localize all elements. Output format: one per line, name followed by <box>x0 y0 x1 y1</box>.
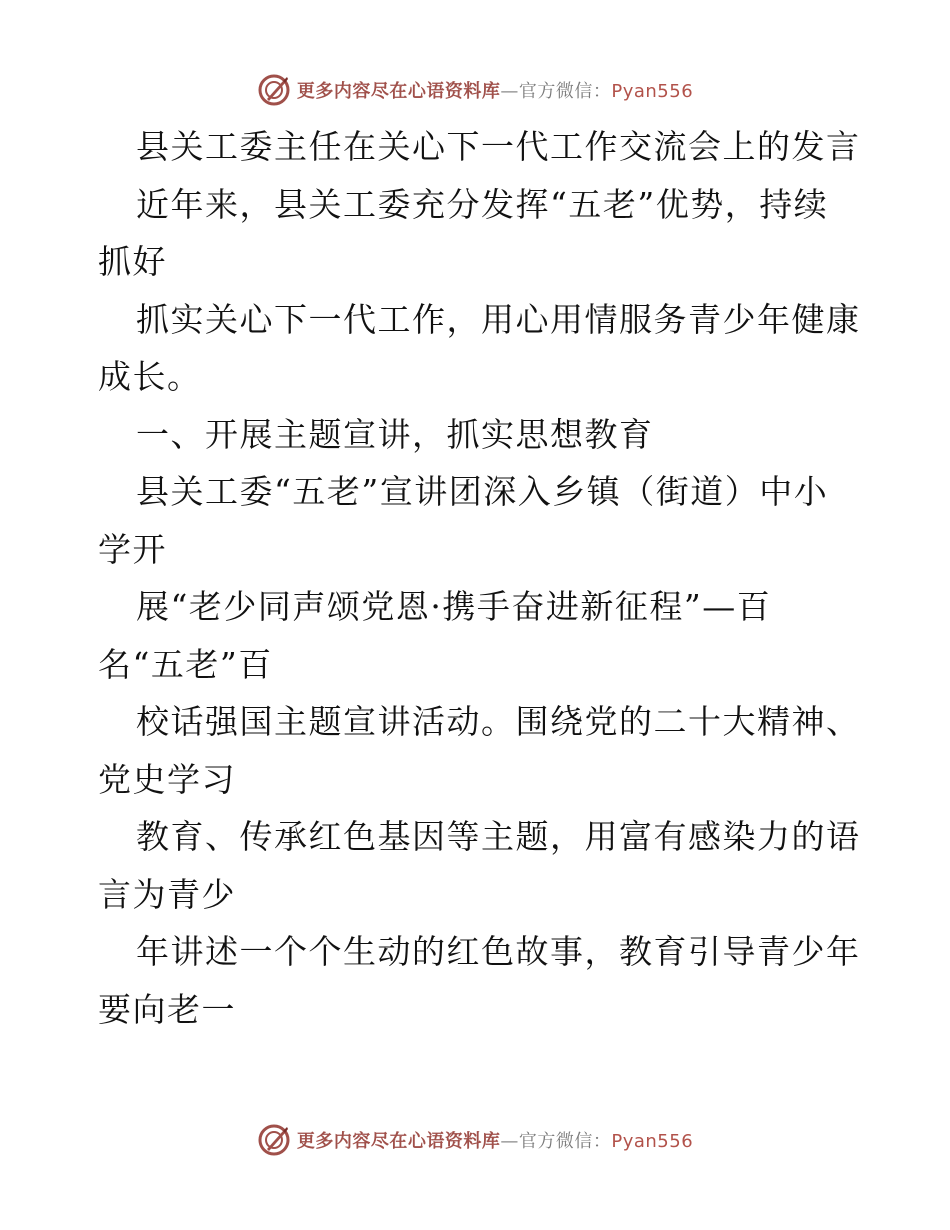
header-wechat-id: Pyan556 <box>611 81 694 102</box>
footer-banner-text <box>297 1127 693 1153</box>
footer-banner <box>0 1120 950 1160</box>
paragraph-line: 抓实关心下一代工作，用心用情服务青少年健康 <box>136 299 861 339</box>
header-banner-text <box>297 77 693 103</box>
paragraph-line: 抓好 <box>98 242 167 281</box>
pen-logo-icon <box>257 1123 291 1157</box>
document-title: 县关工委主任在关心下一代工作交流会上的发言 <box>136 127 861 166</box>
section-heading: 一、开展主题宣讲，抓实思想教育 <box>136 414 654 454</box>
paragraph-line: 要向老一 <box>98 989 236 1029</box>
header-wechat-label: 官方微信： <box>518 81 612 102</box>
footer-wechat-id: Pyan556 <box>611 1131 694 1152</box>
footer-wechat-label: 官方微信： <box>518 1131 612 1152</box>
paragraph-line: 学开 <box>98 529 167 569</box>
header-brand: 更多内容尽在心语资料库 <box>296 81 501 102</box>
footer-dash: — <box>500 1131 519 1152</box>
paragraph-line: 党史学习 <box>98 759 236 799</box>
pen-logo-icon <box>257 73 291 107</box>
paragraph-line: 县关工委“五老”宣讲团深入乡镇（街道）中小 <box>136 472 829 511</box>
paragraph-line: 年讲述一个个生动的红色故事，教育引导青少年 <box>136 932 861 971</box>
paragraph-line: 近年来，县关工委充分发挥“五老”优势，持续 <box>136 184 829 224</box>
document-body <box>98 118 861 1038</box>
paragraph-line: 言为青少 <box>98 874 236 914</box>
paragraph-line: 校话强国主题宣讲活动。围绕党的二十大精神、 <box>136 702 861 741</box>
paragraph-line: 教育、传承红色基因等主题，用富有感染力的语 <box>136 817 861 856</box>
paragraph-line: 成长。 <box>98 357 202 396</box>
paragraph-line: 展“老少同声颂党恩·携手奋进新征程”—百 <box>136 587 772 626</box>
header-banner <box>0 70 950 110</box>
header-dash: — <box>500 81 519 102</box>
paragraph-line: 名“五老”百 <box>98 644 273 684</box>
footer-brand: 更多内容尽在心语资料库 <box>296 1131 501 1152</box>
